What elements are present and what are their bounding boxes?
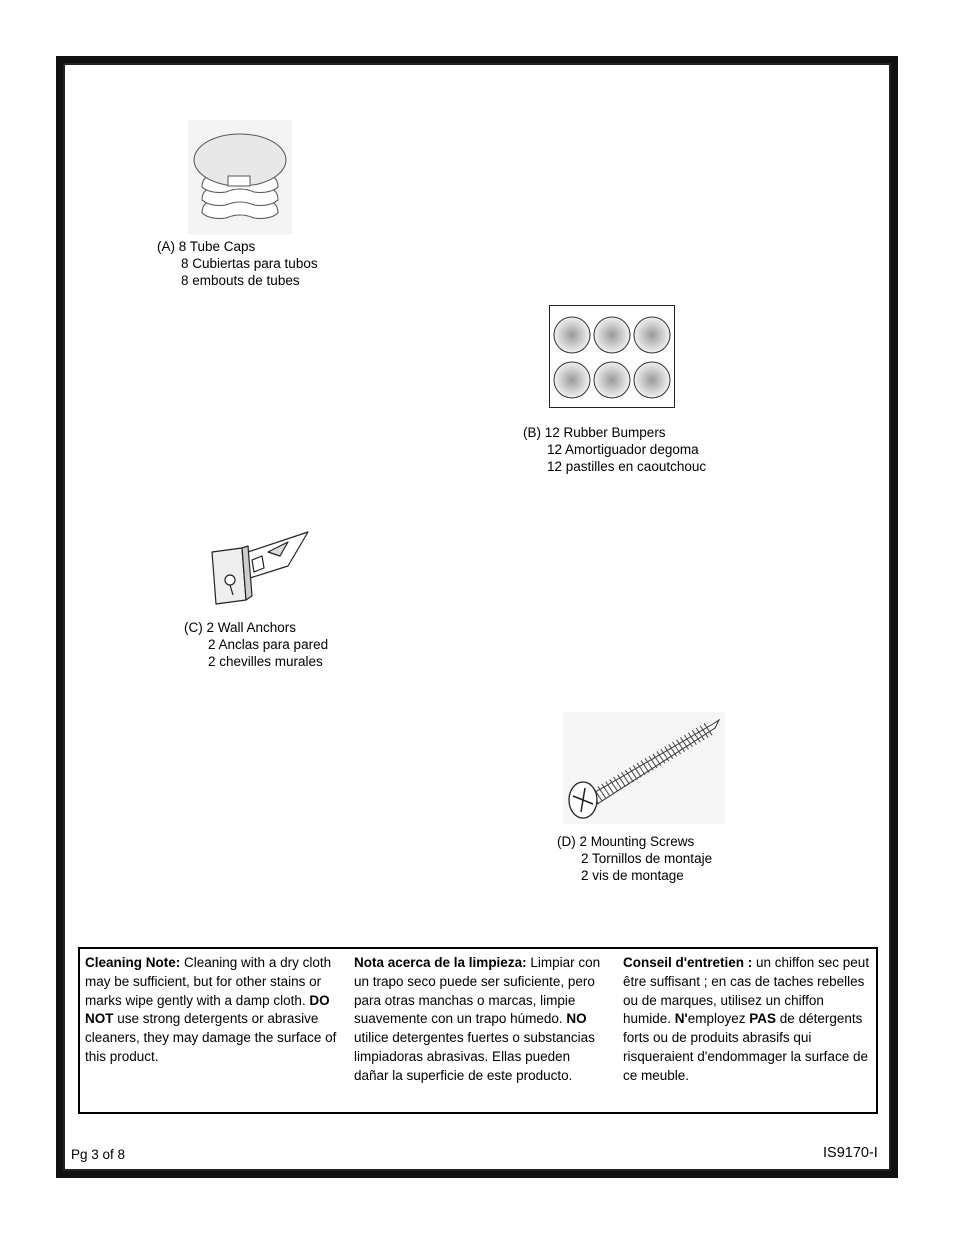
page-number: Pg 3 of 8 [71,1147,126,1162]
cleaning-note-french-text: un chiffon sec peut être suffisant ; en cas de taches rebelles ou de marques, utilisez un chiffon humide. [623,955,870,1027]
part-c-title: (C) 2 Wall Anchors [184,620,297,635]
cleaning-note-spanish [354,954,608,1086]
cleaning-note-english [85,954,339,1067]
part-d-caption [557,833,712,884]
part-d-french: 2 vis de montage [581,868,684,883]
cleaning-note-french [623,954,875,1086]
document-id: IS9170-I [823,1145,878,1161]
part-b-title: (B) 12 Rubber Bumpers [523,425,666,440]
part-a-caption [157,238,318,289]
cleaning-note-english-heading: Cleaning Note: [85,955,181,970]
wall-anchor-illustration [208,530,312,606]
cleaning-note-spanish-text-end: utilice detergentes fuertes o substancias limpiadoras abrasivas. Ellas pueden dañar la superficie de este producto. [354,1030,595,1083]
cleaning-note-french-text-mid: employez [687,1011,750,1027]
cleaning-note-french-warning-2: PAS [749,1011,777,1027]
part-c-spanish: 2 Anclas para pared [208,637,329,652]
cleaning-note-french-text-end: de détergents forts ou de produits abrasifs qui risqueraient d'endommager la surface de ce meuble. [623,1011,868,1083]
cleaning-note-spanish-text: Limpiar con un trapo seco puede ser suficiente, pero para otras manchas o marcas, limpie suavemente con un trapo húmedo. [354,955,601,1027]
part-d-title: (D) 2 Mounting Screws [557,834,695,849]
part-b-spanish: 12 Amortiguador degoma [547,442,699,457]
cleaning-note-french-warning-1: N' [674,1011,688,1027]
part-c-french: 2 chevilles murales [208,654,323,669]
cleaning-note-spanish-heading: Nota acerca de la limpieza: [354,955,527,970]
rubber-bumpers-illustration [549,305,676,409]
part-b-french: 12 pastilles en caoutchouc [547,459,707,474]
cleaning-note-english-warning: DO NOT [85,992,330,1027]
cleaning-note-french-heading: Conseil d'entretien : [623,955,753,970]
mounting-screw-illustration [563,712,725,824]
cleaning-note-english-text: Cleaning with a dry cloth may be sufficient, but for other stains or marks wipe gently with a damp cloth. [85,955,332,1008]
cleaning-note-english-text-end: use strong detergents or abrasive cleaners, they may damage the surface of this product. [85,1011,337,1064]
tube-cap-illustration [188,120,292,235]
part-b-caption [523,424,706,475]
part-a-title: (A) 8 Tube Caps [157,239,256,254]
part-c-caption [184,619,328,670]
cleaning-note-spanish-warning: NO [566,1011,587,1027]
part-d-spanish: 2 Tornillos de montaje [581,851,713,866]
part-a-spanish: 8 Cubiertas para tubos [181,256,318,271]
part-a-french: 8 embouts de tubes [181,273,300,288]
cleaning-notes-box [78,947,878,1114]
